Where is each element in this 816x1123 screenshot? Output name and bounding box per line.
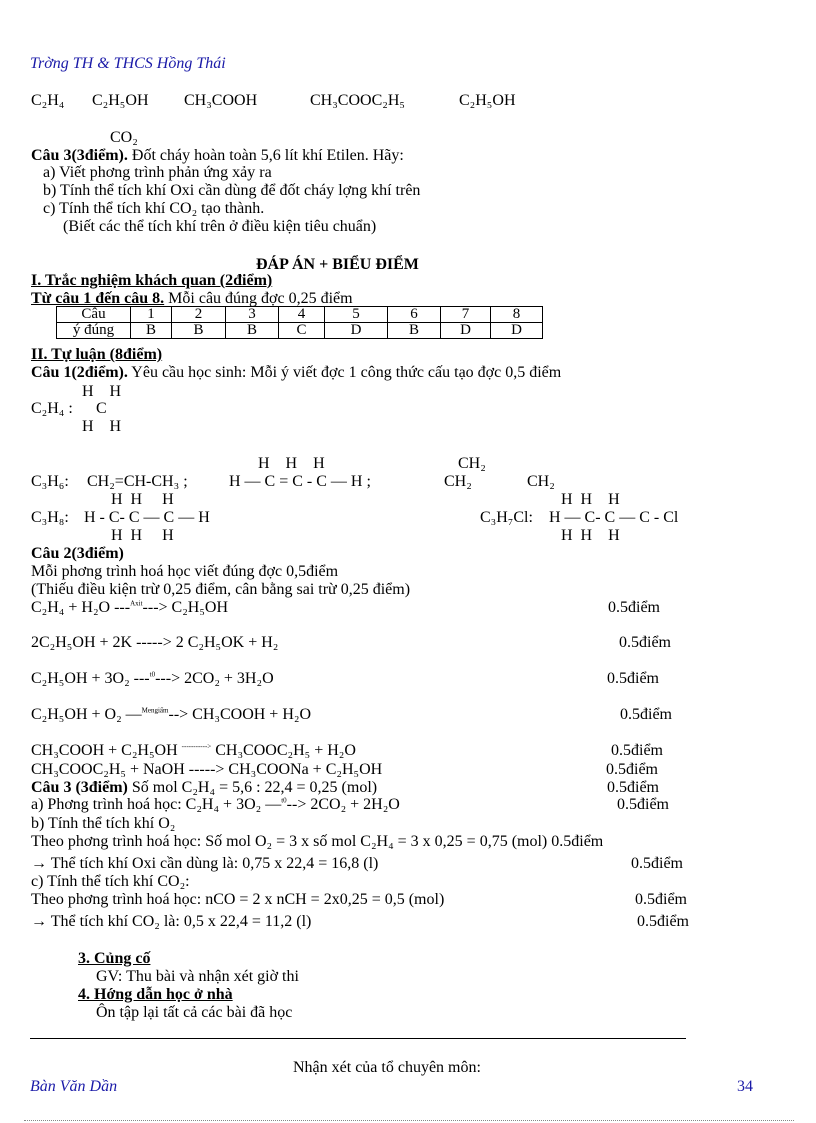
answer-table bbox=[56, 306, 543, 339]
eq3-left: C₂H₅OH + 3O₂ --- bbox=[31, 670, 150, 687]
c3h7cl-top-h: H H H bbox=[561, 491, 620, 508]
c3c-vol-line bbox=[31, 914, 311, 930]
table-q1: 1 bbox=[131, 307, 172, 323]
part1-rule bbox=[31, 291, 353, 307]
q3-line bbox=[31, 148, 404, 164]
formula-c2h5oh-2: C₂H₅OH bbox=[459, 92, 516, 109]
c3a-points: 0.5điểm bbox=[617, 796, 669, 813]
homework-title: 4. Hớng dẫn học ở nhà bbox=[78, 986, 233, 1003]
eq5-right: CH₃COOC₂H₅ + H₂O bbox=[211, 742, 356, 759]
eq3-right: ---> 2CO₂ + 3H₂O bbox=[155, 670, 274, 687]
c3h8-top-h: H H H bbox=[111, 491, 174, 508]
c3b: b) Tính thể tích khí O₂ bbox=[31, 815, 176, 832]
c3h8-chain: H - C- C — C — H bbox=[84, 509, 210, 526]
q3-b: b) Tính thể tích khí Oxi cần dùng để đốt cháy lợng khí trên bbox=[43, 182, 421, 199]
homework-text: Ôn tập lại tất cả các bài đã học bbox=[96, 1004, 293, 1021]
c2h4-bottom-h: H H bbox=[82, 418, 122, 435]
c3b-eq: Theo phơng trình hoá học: Số mol O₂ = 3 x số mol C₂H₄ = 3 x 0,25 = 0,75 (mol) 0.5điểm bbox=[31, 833, 604, 850]
c3h7cl-label: C₃H₇Cl: bbox=[480, 509, 533, 526]
c3-line bbox=[31, 780, 377, 796]
eq1 bbox=[31, 600, 228, 616]
q3-a: a) Viết phơng trình phản ứng xảy ra bbox=[43, 164, 272, 181]
ring-left: CH₂ bbox=[444, 473, 472, 490]
table-a6: B bbox=[388, 323, 441, 339]
table-q2: 2 bbox=[172, 307, 226, 323]
c2-title: Câu 2(3điểm) bbox=[31, 545, 124, 562]
table-a1: B bbox=[131, 323, 172, 339]
eq1-right: ---> C₂H₅OH bbox=[142, 599, 229, 616]
part1-rule-text: Mỗi câu đúng đợc 0,25 điểm bbox=[164, 290, 353, 307]
arrow-icon-2: → bbox=[31, 913, 47, 930]
ring-top: CH₂ bbox=[458, 455, 486, 472]
footer-dotted-line bbox=[24, 1120, 794, 1121]
c3-mol: Số mol C₂H₄ = 5,6 : 22,4 = 0,25 (mol) bbox=[127, 779, 378, 796]
table-q4: 4 bbox=[279, 307, 325, 323]
divider bbox=[30, 1038, 686, 1039]
c3a-condition: t0 bbox=[281, 796, 287, 805]
q3-title: Câu 3(3điểm). bbox=[31, 147, 128, 164]
c1-title: Câu 1(2điểm). bbox=[31, 364, 128, 381]
table-q3: 3 bbox=[226, 307, 279, 323]
formula-co2: CO₂ bbox=[110, 129, 138, 146]
eq5-left: CH₃COOH + C₂H₅OH bbox=[31, 742, 182, 759]
eq2-points: 0.5điểm bbox=[619, 634, 671, 651]
eq4-points: 0.5điểm bbox=[620, 706, 672, 723]
c3h6-condensed: CH₂=CH-CH₃ ; bbox=[87, 473, 188, 490]
consolidate-text: GV: Thu bài và nhận xét giờ thi bbox=[96, 968, 299, 985]
q3-c: c) Tính thể tích khí CO₂ tạo thành. bbox=[43, 200, 265, 217]
c3c: c) Tính thể tích khí CO₂: bbox=[31, 873, 190, 890]
c2h4-c: C bbox=[96, 400, 107, 417]
table-a3: B bbox=[226, 323, 279, 339]
part1-title: I. Trắc nghiệm khách quan (2điểm) bbox=[31, 272, 273, 289]
table-q7: 7 bbox=[441, 307, 491, 323]
table-row1-label: Câu bbox=[57, 307, 131, 323]
formula-c2h5oh: C₂H₅OH bbox=[92, 92, 149, 109]
eq5 bbox=[31, 743, 356, 759]
c3h6-label: C₃H₆: bbox=[31, 473, 69, 490]
c3c-eq-points: 0.5điểm bbox=[635, 891, 687, 908]
c3b-vol-points: 0.5điểm bbox=[631, 855, 683, 872]
eq6: CH₃COOC₂H₅ + NaOH -----> CH₃COONa + C₂H₅OH bbox=[31, 761, 383, 778]
c2-note: (Thiếu điều kiện trừ 0,25 điểm, cân bằng sai trừ 0,25 điểm) bbox=[31, 581, 411, 598]
q3-note: (Biết các thể tích khí trên ở điều kiện tiêu chuẩn) bbox=[63, 218, 377, 235]
eq2: 2C₂H₅OH + 2K -----> 2 C₂H₅OK + H₂ bbox=[31, 634, 279, 651]
table-a8: D bbox=[491, 323, 543, 339]
q3-text: Đốt cháy hoàn toàn 5,6 lít khí Etilen. Hãy: bbox=[127, 147, 404, 164]
c1-line bbox=[31, 365, 561, 381]
table-q6: 6 bbox=[388, 307, 441, 323]
c3c-eq: Theo phơng trình hoá học: nCO = 2 x nCH = 2x0,25 = 0,5 (mol) bbox=[31, 891, 445, 908]
table-a5: D bbox=[325, 323, 388, 339]
table-a4: C bbox=[279, 323, 325, 339]
table-a7: D bbox=[441, 323, 491, 339]
c3h6-chain: H — C = C - C — H ; bbox=[229, 473, 371, 490]
formula-c2h4: C₂H₄ bbox=[31, 92, 65, 109]
eq1-points: 0.5điểm bbox=[608, 599, 660, 616]
c3-title: Câu 3 (3điểm) bbox=[31, 779, 128, 796]
table-q8: 8 bbox=[491, 307, 543, 323]
school-header: Trờng TH & THCS Hồng Thái bbox=[30, 55, 226, 72]
part2-title: II. Tự luận (8điểm) bbox=[31, 346, 163, 363]
table-a2: B bbox=[172, 323, 226, 339]
c3c-vol: Thể tích khí CO₂ là: 0,5 x 22,4 = 11,2 (l) bbox=[50, 913, 312, 930]
eq4-right: --> CH₃COOH + H₂O bbox=[168, 706, 312, 723]
eq4-condition: Mengiấm bbox=[141, 706, 169, 715]
eq4-left: C₂H₅OH + O₂ — bbox=[31, 706, 142, 723]
c3b-vol-line bbox=[31, 856, 378, 872]
table-q5: 5 bbox=[325, 307, 388, 323]
formula-ch3cooh: CH₃COOH bbox=[184, 92, 258, 109]
eq5-condition: -----------> bbox=[181, 742, 212, 751]
eq3-points: 0.5điểm bbox=[607, 670, 659, 687]
review-label: Nhận xét của tổ chuyên môn: bbox=[293, 1059, 481, 1076]
c3h7cl-bottom-h: H H H bbox=[561, 527, 620, 544]
eq1-condition: Axit bbox=[130, 599, 143, 608]
c2-rule: Mỗi phơng trình hoá học viết đúng đợc 0,5điểm bbox=[31, 563, 339, 580]
c3a bbox=[31, 797, 400, 813]
eq4 bbox=[31, 707, 311, 723]
c3a-right: --> 2CO₂ + 2H₂O bbox=[286, 796, 400, 813]
c3b-vol: Thể tích khí Oxi cần dùng là: 0,75 x 22,4 = 16,8 (l) bbox=[50, 855, 379, 872]
c3h7cl-chain: H — C- C — C - Cl bbox=[549, 509, 679, 526]
answer-title: ĐÁP ÁN + BIỂU ĐIỂM bbox=[256, 256, 419, 273]
eq5-points: 0.5điểm bbox=[611, 742, 663, 759]
c3h8-label: C₃H₈: bbox=[31, 509, 69, 526]
footer-author: Bàn Văn Dần bbox=[30, 1078, 118, 1095]
c3h6-top-h: H H H bbox=[258, 455, 325, 472]
c1-text: Yêu cầu học sinh: Mỗi ý viết đợc 1 công thức cấu tạo đợc 0,5 điểm bbox=[127, 364, 562, 381]
formula-ester: CH₃COOC₂H₅ bbox=[310, 92, 405, 109]
c2h4-label: C₂H₄ : bbox=[31, 400, 73, 417]
part1-rule-bold: Từ câu 1 đến câu 8. bbox=[31, 290, 165, 307]
eq3-condition: t0 bbox=[149, 670, 156, 679]
eq6-points: 0.5điểm bbox=[606, 761, 658, 778]
eq3 bbox=[31, 671, 274, 687]
c3-mol-points: 0.5điểm bbox=[607, 779, 659, 796]
c3c-vol-points: 0.5điểm bbox=[637, 913, 689, 930]
c3a-left: a) Phơng trình hoá học: C₂H₄ + 3O₂ — bbox=[31, 796, 282, 813]
eq1-left: C₂H₄ + H₂O --- bbox=[31, 599, 131, 616]
c3h8-bottom-h: H H H bbox=[111, 527, 174, 544]
arrow-icon: → bbox=[31, 855, 47, 872]
ring-right: CH₂ bbox=[527, 473, 555, 490]
c2h4-top-h: H H bbox=[82, 383, 122, 400]
table-row2-label: ý đúng bbox=[57, 323, 131, 339]
page-number: 34 bbox=[737, 1078, 753, 1095]
consolidate-title: 3. Củng cố bbox=[78, 950, 151, 967]
